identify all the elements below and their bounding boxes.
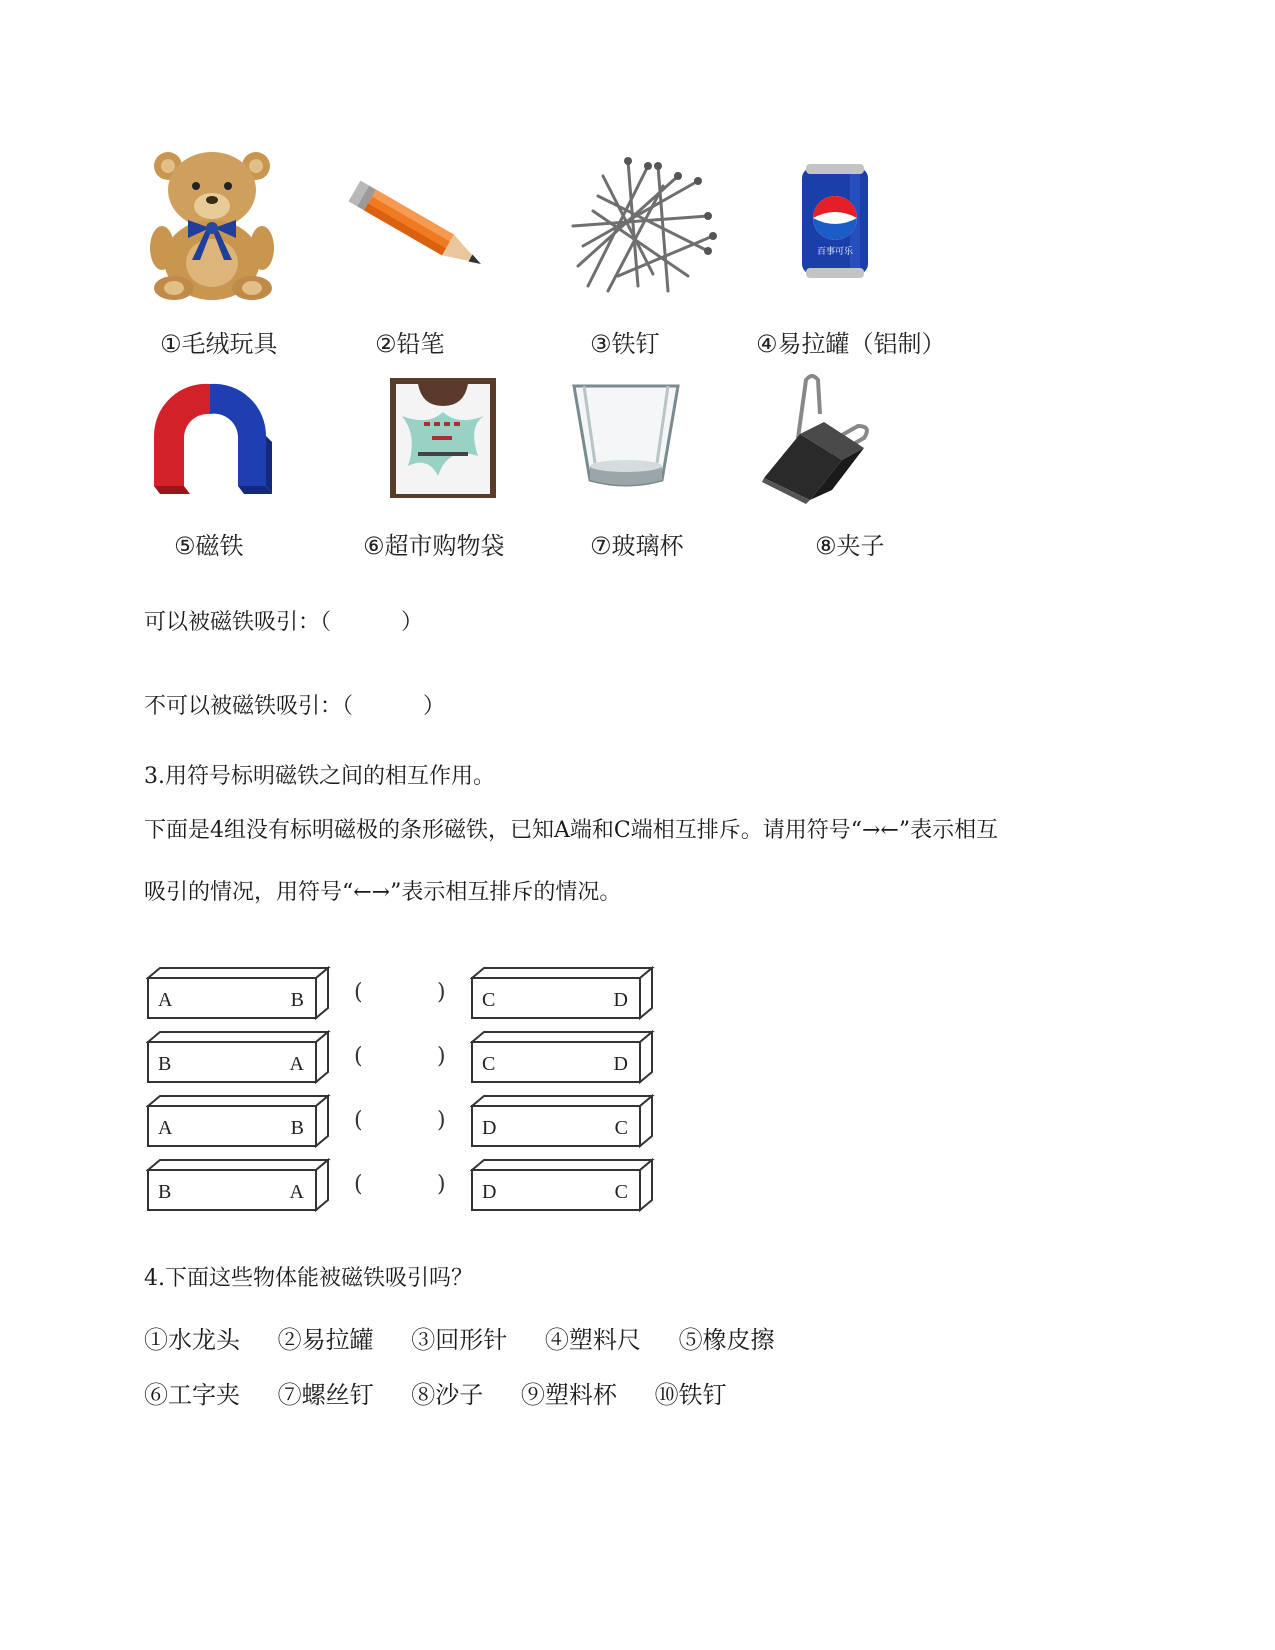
object-caption-3: ③铁钉 <box>590 330 660 358</box>
pair-2-answer-blank[interactable] <box>370 1040 434 1070</box>
pair-2-close-paren: ) <box>437 1044 446 1069</box>
bar-magnet-right-3 <box>470 1094 656 1150</box>
glass-cup-icon <box>570 380 682 492</box>
question-4-items-row-1 <box>144 1320 805 1355</box>
pair-1-open-paren: ( <box>354 980 363 1005</box>
bar-magnet-left-2 <box>146 1030 332 1086</box>
pair-1-answer-blank[interactable] <box>370 976 434 1006</box>
bar-magnet-right-1-pole-left: C <box>482 989 496 1011</box>
bar-magnet-left-1-pole-right: B <box>290 989 304 1011</box>
object-caption-7: ⑦玻璃杯 <box>590 532 684 560</box>
can-brand-text: 百事可乐 <box>816 247 854 257</box>
soda-can-icon <box>798 162 872 280</box>
bar-magnet-right-3-pole-left: D <box>482 1117 497 1139</box>
pair-4-open-paren: ( <box>354 1172 363 1197</box>
pair-3-close-paren: ) <box>437 1108 446 1133</box>
teddy-bear-icon <box>148 148 278 300</box>
not-attract-answer-line <box>144 696 445 718</box>
q4-item-10: ⑩铁钉 <box>654 1381 727 1409</box>
bar-magnet-right-4-pole-left: D <box>482 1181 497 1203</box>
q4-item-3: ③回形针 <box>411 1326 508 1354</box>
bar-magnet-left-4 <box>146 1158 332 1214</box>
binder-clip-icon <box>760 374 880 506</box>
pair-3-answer-blank[interactable] <box>370 1104 434 1134</box>
not-attract-label: 不可以被磁铁吸引：（ <box>144 694 354 719</box>
attract-close-paren: ） <box>401 610 424 635</box>
horseshoe-magnet-icon <box>146 376 276 500</box>
attract-answer-line <box>144 612 423 634</box>
bar-magnet-right-1-pole-right: D <box>613 989 628 1011</box>
q4-item-7: ⑦螺丝钉 <box>277 1381 374 1409</box>
nails-icon <box>568 156 718 296</box>
question-4-title: 4.下面这些物体能被磁铁吸引吗？ <box>144 1266 473 1291</box>
bar-magnet-left-3 <box>146 1094 332 1150</box>
object-caption-5: ⑤磁铁 <box>174 532 244 560</box>
q4-item-8: ⑧沙子 <box>411 1381 484 1409</box>
pair-3-open-paren: ( <box>354 1108 363 1133</box>
bar-magnet-right-4 <box>470 1158 656 1214</box>
pair-1-close-paren: ) <box>437 980 446 1005</box>
q4-item-9: ⑨塑料杯 <box>520 1381 617 1409</box>
object-caption-8: ⑧夹子 <box>815 532 885 560</box>
not-attract-close-paren: ） <box>423 694 446 719</box>
question-3-title: 3.用符号标明磁铁之间的相互作用。 <box>144 764 495 789</box>
bar-magnet-left-2-pole-left: B <box>158 1053 172 1075</box>
bar-magnet-left-3-pole-right: B <box>290 1117 304 1139</box>
shopping-bag-icon <box>388 376 498 500</box>
bar-magnet-left-3-pole-left: A <box>158 1117 173 1139</box>
bar-magnet-right-4-pole-right: C <box>614 1181 628 1203</box>
bar-magnet-right-3-pole-right: C <box>614 1117 628 1139</box>
bar-magnet-left-1-pole-left: A <box>158 989 173 1011</box>
q4-item-2: ②易拉罐 <box>277 1326 374 1354</box>
pair-4-close-paren: ) <box>437 1172 446 1197</box>
object-caption-2: ②铅笔 <box>375 330 445 358</box>
object-caption-1: ①毛绒玩具 <box>160 330 278 358</box>
attract-label: 可以被磁铁吸引：（ <box>144 610 332 635</box>
q4-item-1: ①水龙头 <box>144 1326 240 1354</box>
q4-item-4: ④塑料尺 <box>544 1326 641 1354</box>
bar-magnet-right-1 <box>470 966 656 1022</box>
question-4-items-row-2 <box>144 1375 757 1410</box>
question-3-instruction-line-1: 下面是4组没有标明磁极的条形磁铁，已知A端和C端相互排斥。请用符号“→←”表示相互 <box>144 818 999 843</box>
bar-magnet-left-4-pole-right: A <box>289 1181 304 1203</box>
object-caption-6: ⑥超市购物袋 <box>363 532 505 560</box>
pair-2-open-paren: ( <box>354 1044 363 1069</box>
bar-magnet-right-2 <box>470 1030 656 1086</box>
bar-magnet-right-2-pole-left: C <box>482 1053 496 1075</box>
pencil-icon <box>340 180 505 280</box>
pair-4-answer-blank[interactable] <box>370 1168 434 1198</box>
bar-magnet-left-1 <box>146 966 332 1022</box>
bar-magnet-right-2-pole-right: D <box>613 1053 628 1075</box>
question-3-instruction-line-2: 吸引的情况，用符号“←→”表示相互排斥的情况。 <box>144 880 622 905</box>
bar-magnet-left-4-pole-left: B <box>158 1181 172 1203</box>
bar-magnet-left-2-pole-right: A <box>289 1053 304 1075</box>
q4-item-6: ⑥工字夹 <box>144 1381 240 1409</box>
q4-item-5: ⑤橡皮擦 <box>678 1326 775 1354</box>
object-caption-4: ④易拉罐（铝制） <box>756 330 946 358</box>
